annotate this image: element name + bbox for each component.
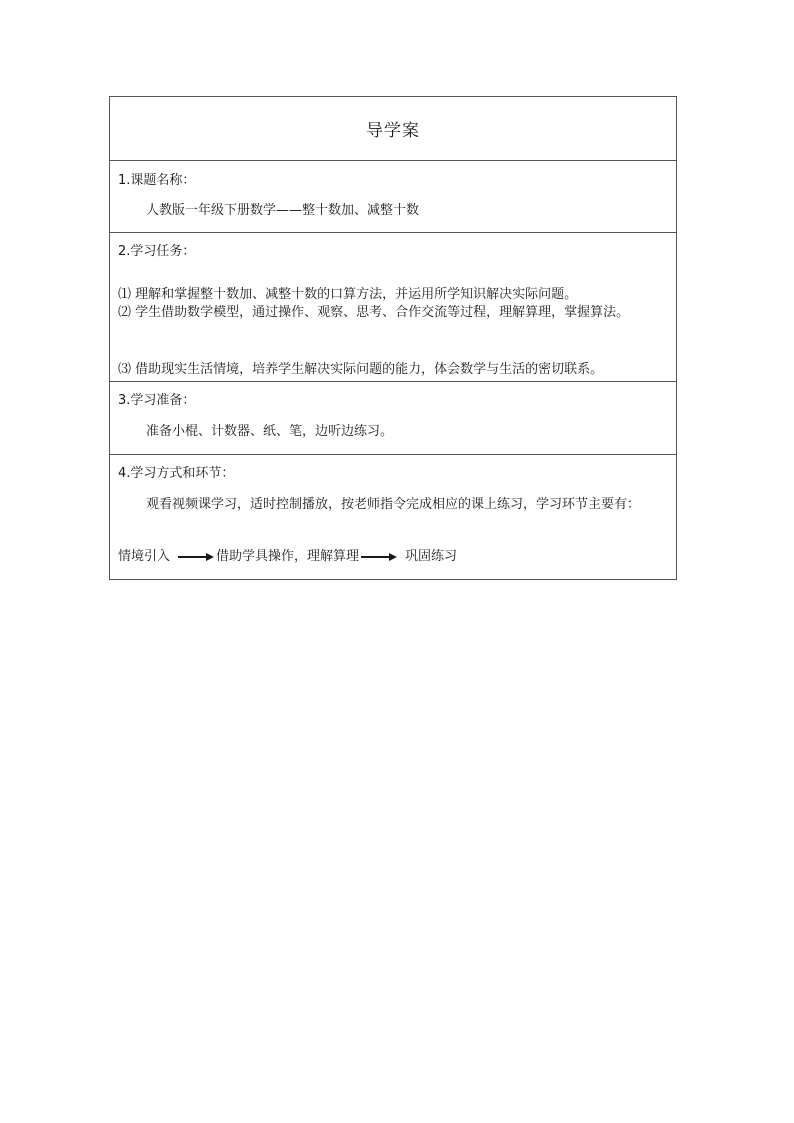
section-tasks-heading: 2.学习任务： bbox=[118, 244, 196, 259]
flow-step: 巩固练习 bbox=[405, 549, 458, 564]
section-tasks bbox=[110, 233, 676, 382]
title-row bbox=[110, 97, 676, 161]
section-topic-content: 人教版一年级下册数学——整十数加、减整十数 bbox=[146, 203, 420, 218]
section-preparation-heading: 3.学习准备： bbox=[118, 393, 196, 408]
section-method bbox=[110, 455, 676, 579]
section-topic bbox=[110, 161, 676, 233]
flow-step: 借助学具操作，理解算理 bbox=[216, 549, 360, 564]
right-arrow-icon bbox=[361, 552, 397, 562]
right-arrow-icon bbox=[178, 552, 214, 562]
task-item: ⑵ 学生借助数学模型，通过操作、观察、思考、合作交流等过程，理解算理，掌握算法。 bbox=[118, 305, 630, 320]
document-title: 导学案 bbox=[366, 121, 420, 141]
task-item: ⑴ 理解和掌握整十数加、减整十数的口算方法，并运用所学知识解决实际问题。 bbox=[118, 287, 578, 302]
section-topic-heading: 1.课题名称： bbox=[118, 173, 196, 188]
learning-flow bbox=[118, 547, 457, 567]
guide-table bbox=[109, 96, 677, 580]
flow-step: 情境引入 bbox=[118, 549, 171, 564]
section-preparation bbox=[110, 382, 676, 455]
section-method-heading: 4.学习方式和环节： bbox=[118, 466, 235, 481]
section-method-content: 观看视频课学习，适时控制播放，按老师指令完成相应的课上练习，学习环节主要有： bbox=[146, 497, 641, 512]
section-preparation-content: 准备小棍、计数器、纸、笔，边听边练习。 bbox=[146, 424, 394, 439]
task-item: ⑶ 借助现实生活情境，培养学生解决实际问题的能力，体会数学与生活的密切联系。 bbox=[118, 362, 604, 377]
